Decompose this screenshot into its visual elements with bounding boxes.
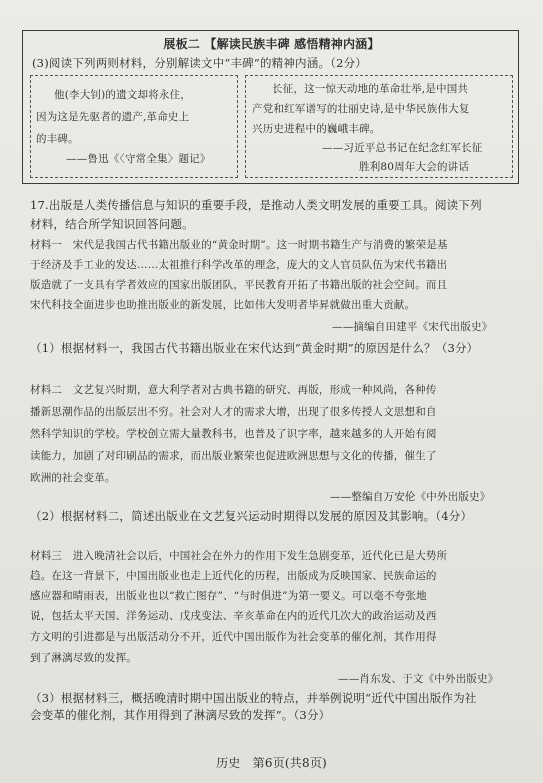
m2-line-1: 材料二 文艺复兴时期，意大利学者对古典书籍的研究、再版，形成一种风尚，各种传 (30, 384, 437, 396)
m3-line-6: 到了淋漓尽致的发挥。 (30, 652, 137, 664)
m3-line-3: 感应器和晴雨表，出版业也以“救亡图存”、“与时俱进”为第一要义。可以毫不夸张地 (30, 590, 427, 602)
m1-line-1: 材料一 宋代是我国古代书籍出版业的“黄金时期”。这一时期书籍生产与消费的繁荣是基 (30, 239, 448, 251)
q17-sub3-line-1: （3）根据材料三，概括晚清时期中国出版业的特点，并举例说明“近代中国出版作为社 (30, 691, 477, 705)
q17-sub2: （2）根据材料二，简述出版业在文艺复兴运动时期得以发展的原因及其影响。（4分） (30, 509, 473, 523)
m3-line-4: 说，包括太平天国、洋务运动、戊戌变法、辛亥革命在内的近代几次大的政治运动及西 (30, 610, 437, 622)
m2-line-5: 欧洲的社会变革。 (30, 472, 116, 484)
exhibit-question: (3)阅读下列两则材料，分别解读文中“丰碑”的精神内涵。（2分） (32, 56, 368, 70)
m3-line-5: 方文明的引进都是与出版活动分不开，近代中国出版作为社会变革的催化剂，其作用得 (30, 631, 437, 643)
m1-line-3: 版造就了一支具有学者效应的国家出版团队，平民教育开拓了书籍出版的社会空间。而且 (30, 279, 448, 291)
m3-source: ——肖东发、于文《中外出版史》 (338, 673, 499, 685)
right-quote-source-1: ——习近平总书记在纪念红军长征 (322, 142, 483, 154)
q17-sub3-line-2: 会变革的催化剂，其作用得到了淋漓尽致的发挥”。（3分） (30, 708, 331, 722)
m2-line-2: 播新思潮作品的出版层出不穷。社会对人才的需求大增，出现了很多传授人文思想和自 (30, 406, 437, 418)
m2-source: ——整编自万安伦《中外出版史》 (330, 491, 491, 503)
left-quote-line-3: 的丰碑。 (36, 133, 79, 145)
left-quote-line-2: 因为这是先驱者的遗产,革命史上 (36, 111, 190, 123)
exhibit-title: 展板二 【解读民族丰碑 感悟精神内涵】 (163, 37, 380, 51)
m2-line-3: 然科学知识的学校。学校创立需大量教科书，也普及了识字率，越来越多的人开始有阅 (30, 428, 437, 440)
m3-line-1: 材料三 进入晚清社会以后，中国社会在外力的作用下发生急剧变革，近代化已是大势所 (30, 550, 448, 562)
q17-sub1: （1）根据材料一，我国古代书籍出版业在宋代达到“黄金时期”的原因是什么？（3分） (30, 341, 479, 355)
left-quote-line-1: 他(李大钊)的遗文却将永住， (54, 89, 191, 101)
right-quote-line-3: 兴历史进程中的巍峨丰碑。 (252, 123, 381, 135)
m2-line-4: 读能力，加剧了对印刷品的需求，而出版业繁荣也促进欧洲思想与文化的传播，催生了 (30, 450, 437, 462)
page-footer: 历史 第6页(共8页) (216, 756, 327, 770)
right-quote-line-2: 产党和红军谱写的壮丽史诗,是中华民族伟大复 (252, 103, 470, 115)
right-quote-line-1: 长征，这一惊天动地的革命壮举,是中国共 (272, 83, 469, 95)
left-quote-source: ——鲁迅《〈守常全集〉题记》 (66, 153, 211, 165)
m1-line-4: 宋代科技全面进步也助推出版业的新发展，比如伟大发明者毕昇就做出重大贡献。 (30, 299, 416, 311)
m3-line-2: 趋。在这一背景下，中国出版业也走上近代化的历程，出版成为反映国家、民族命运的 (30, 570, 437, 582)
q17-intro-line-1: 17.出版是人类传播信息与知识的重要手段，是推动人类文明发展的重要工具。阅读下列 (30, 198, 482, 212)
q17-intro-line-2: 材料，结合所学知识回答问题。 (30, 217, 194, 231)
m1-line-2: 于经济及手工业的发达……太祖推行科学改革的理念，庞大的文人官员队伍为宋代书籍出 (30, 259, 448, 271)
right-quote-source-2: 胜利80周年大会的讲话 (359, 161, 470, 173)
m1-source: ——摘编自田建平《宋代出版史》 (332, 321, 493, 333)
